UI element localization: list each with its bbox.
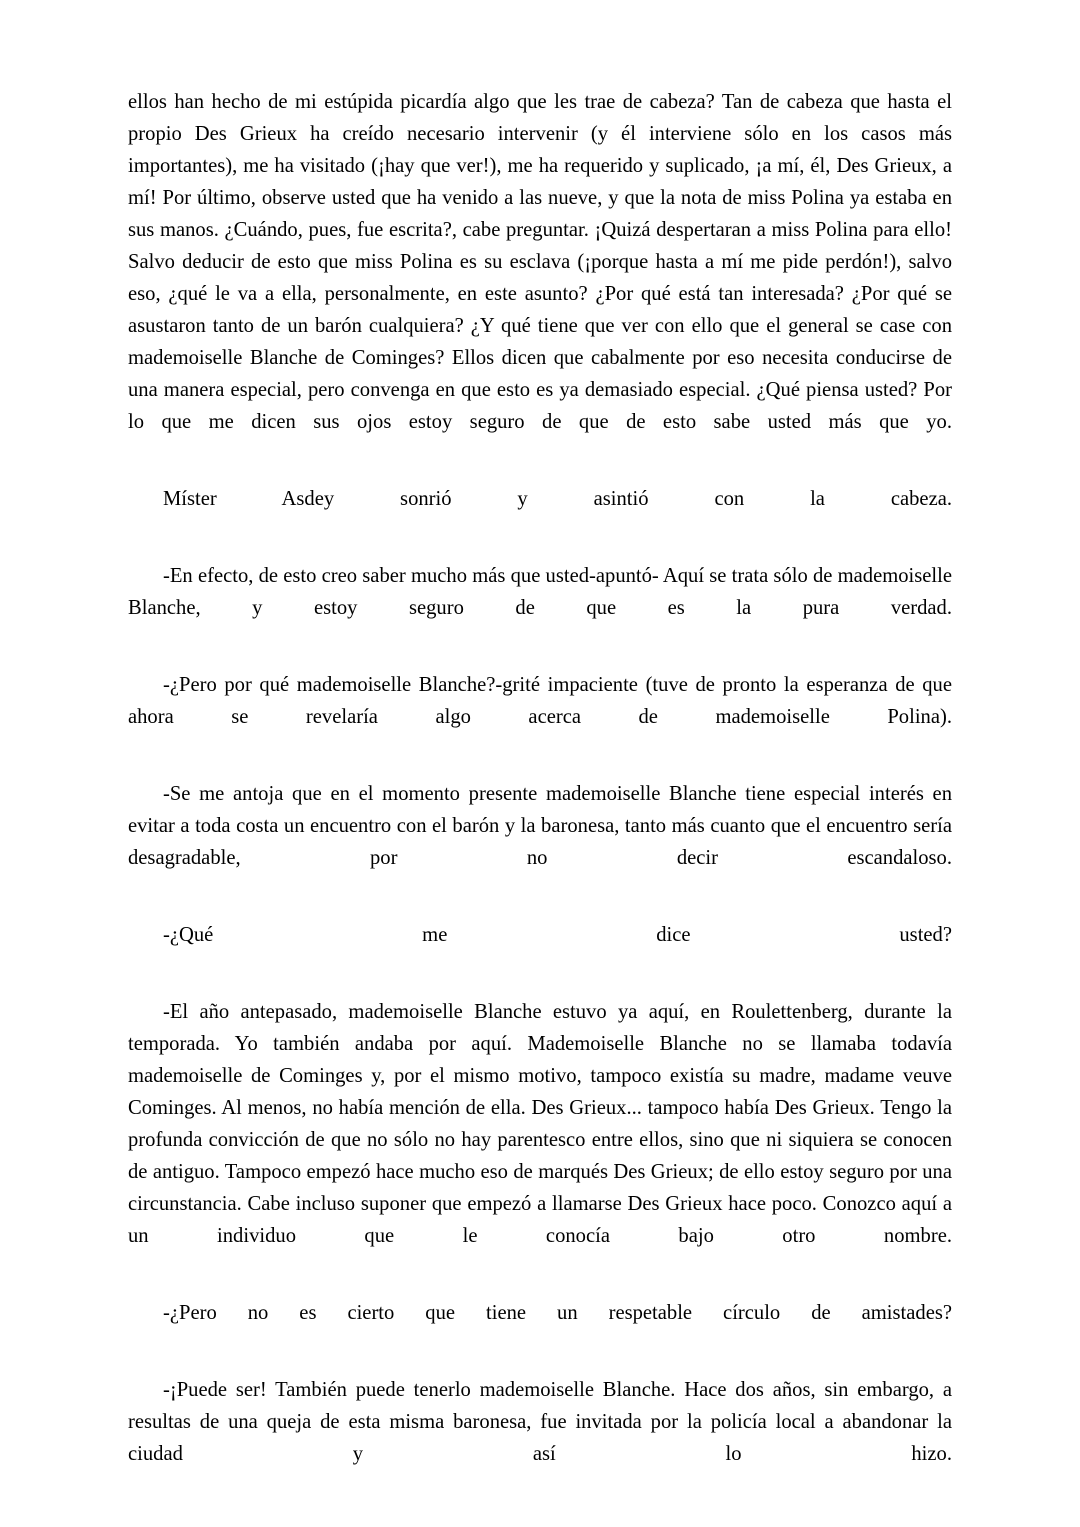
paragraph: -¿Pero por qué mademoiselle Blanche?-grité impaciente (tuve de pronto la esperanza de que ahora se revelaría algo acerca de mademoiselle Polina).: [128, 674, 952, 728]
paragraph: -¡Puede ser! También puede tenerlo mademoiselle Blanche. Hace dos años, sin embargo, a resultas de una queja de esta misma baronesa, fue invitada por la policía local a abandonar la ciudad y así lo hizo.: [128, 1379, 952, 1465]
paragraph: -El año antepasado, mademoiselle Blanche estuvo ya aquí, en Roulettenberg, durante la temporada. Yo también andaba por aquí. Mademoiselle Blanche no se llamaba todavía mademoiselle de Cominges y, por el mismo motivo, tampoco existía su madre, madame veuve Cominges. Al menos, no había mención de ella. Des Grieux... tampoco había Des Grieux. Tengo la profunda convicción de que no sólo no hay parentesco entre ellos, sino que ni siquiera se conocen de antiguo. Tampoco empezó hace mucho eso de marqués Des Grieux; de ello estoy seguro por una circunstancia. Cabe incluso suponer que empezó a llamarse Des Grieux hace poco. Conozco aquí a un individuo que le conocía bajo otro nombre.: [128, 1001, 952, 1247]
paragraph: -Se me antoja que en el momento presente mademoiselle Blanche tiene especial interés en evitar a toda costa un encuentro con el barón y la baronesa, tanto más cuanto que el encuentro sería desagradable, por no decir escandaloso.: [128, 783, 952, 869]
paragraph: -En efecto, de esto creo saber mucho más que usted-apuntó- Aquí se trata sólo de mademoiselle Blanche, y estoy seguro de que es la pura verdad.: [128, 565, 952, 619]
paragraph: ellos han hecho de mi estúpida picardía algo que les trae de cabeza? Tan de cabeza que hasta el propio Des Grieux ha creído necesario intervenir (y él interviene sólo en los casos más importantes), me ha visitado (¡hay que ver!), me ha requerido y suplicado, ¡a mí, él, Des Grieux, a mí! Por último, observe usted que ha venido a las nueve, y que la nota de miss Polina ya estaba en sus manos. ¿Cuándo, pues, fue escrita?, cabe preguntar. ¡Quizá despertaran a miss Polina para ello! Salvo deducir de esto que miss Polina es su esclava (¡porque hasta a mí me pide perdón!), salvo eso, ¿qué le va a ella, personalmente, en este asunto? ¿Por qué está tan interesada? ¿Por qué se asustaron tanto de un barón cualquiera? ¿Y qué tiene que ver con ello que el general se case con mademoiselle Blanche de Cominges? Ellos dicen que cabalmente por eso necesita conducirse de una manera especial, pero convenga en que esto es ya demasiado especial. ¿Qué piensa usted? Por lo que me dicen sus ojos estoy seguro de que de esto sabe usted más que yo.: [128, 91, 952, 433]
paragraph: Míster Asdey sonrió y asintió con la cabeza.: [163, 488, 952, 510]
text-column: [128, 86, 952, 1502]
paragraph: -¿Pero no es cierto que tiene un respetable círculo de amistades?: [163, 1302, 952, 1324]
paragraph: -¿Qué me dice usted?: [163, 924, 952, 946]
